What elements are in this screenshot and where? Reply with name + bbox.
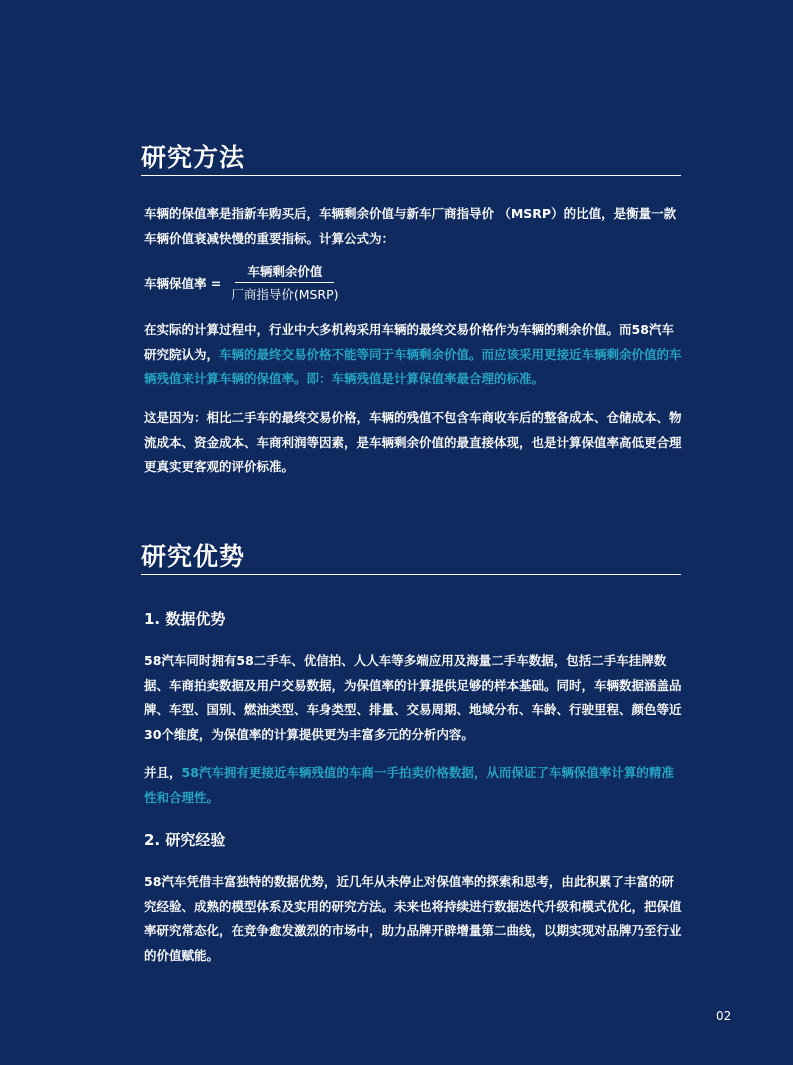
approach-text: 在实际的计算过程中，行业中大多机构采用车辆的最终交易价格作为车辆的剩余价值。而58汽车研究院认为， xyxy=(144,322,674,362)
formula-numerator: 车辆剩余价值 xyxy=(235,262,334,283)
section-title-methods: 研究方法 xyxy=(141,143,246,172)
advantages-paragraph-auction xyxy=(144,761,686,810)
subheading-data-advantage: 1. 数据优势 xyxy=(144,610,226,628)
section-title-advantages: 研究优势 xyxy=(141,542,246,571)
auction-highlight: 58汽车拥有更接近车辆残值的车商一手拍卖价格数据，从而保证了车辆保值率计算的精准性和合理性。 xyxy=(144,765,674,805)
methods-paragraph-definition: 车辆的保值率是指新车购买后，车辆剩余价值与新车厂商指导价 （MSRP）的比值，是衡量一款车辆价值衰减快慢的重要指标。计算公式为： xyxy=(144,206,677,246)
section-divider xyxy=(141,574,681,575)
formula-denominator: 厂商指导价(MSRP) xyxy=(231,287,339,302)
auction-text: 并且， xyxy=(144,765,182,780)
section-divider xyxy=(141,175,681,176)
advantages-paragraph-experience: 58汽车凭借丰富独特的数据优势，近几年从未停止对保值率的探索和思考，由此积累了丰富的研究经验、成熟的模型体系及实用的研究方法。未来也将持续进行数据迭代升级和模式优化，把保值率研究常态化，在竞争愈发激烈的市场中，助力品牌开辟增量第二曲线，以期实现对品牌乃至行业的价值赋能。 xyxy=(144,874,682,963)
subheading-research-experience: 2. 研究经验 xyxy=(144,831,226,849)
formula-fraction xyxy=(225,262,344,303)
approach-highlight: 车辆的最终交易价格不能等同于车辆剩余价值。而应该采用更接近车辆剩余价值的车辆残值来计算车辆的保值率。即：车辆残值是计算保值率最合理的标准。 xyxy=(144,346,682,386)
advantages-paragraph-data: 58汽车同时拥有58二手车、优信拍、人人车等多端应用及海量二手车数据，包括二手车挂牌数据、车商拍卖数据及用户交易数据，为保值率的计算提供足够的样本基础。同时，车辆数据涵盖品牌、车型、国别、燃油类型、车身类型、排量、交易周期、地域分布、车龄、行驶里程、颜色等近30个维度，为保值率的计算提供更为丰富多元的分析内容。 xyxy=(144,653,682,742)
methods-paragraph-reason: 这是因为：相比二手车的最终交易价格，车辆的残值不包含车商收车后的整备成本、仓储成本、物流成本、资金成本、车商利润等因素，是车辆剩余价值的最直接体现，也是计算保值率高低更合理更真实更客观的评价标准。 xyxy=(144,410,682,474)
retention-formula xyxy=(144,262,345,303)
page-number: 02 xyxy=(716,1009,732,1023)
methods-paragraph-approach xyxy=(144,318,686,392)
formula-label: 车辆保值率 = xyxy=(144,275,222,291)
